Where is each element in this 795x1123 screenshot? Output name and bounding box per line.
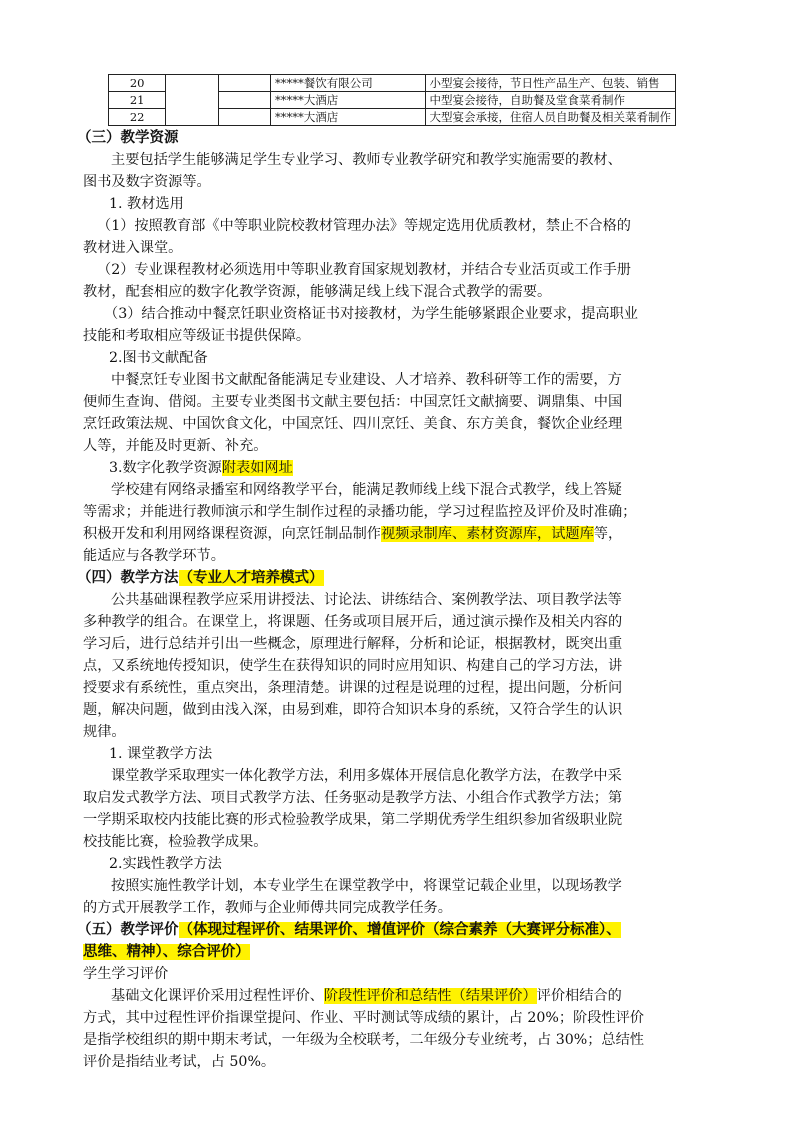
paragraph-line: （3）结合推动中餐烹饪职业资格证书对接教材，为学生能够紧跟企业要求，提高职业 <box>104 306 638 322</box>
paragraph-line <box>111 986 622 1008</box>
table-row <box>109 75 676 92</box>
paragraph-line: 学校建有网络录播室和网络教学平台，能满足教师线上线下混合式教学，线上答疑 <box>111 482 622 498</box>
paragraph-line: 公共基础课程教学应采用讲授法、讨论法、讲练结合、案例教学法、项目教学法等 <box>111 592 622 608</box>
paragraph-line: 校技能比赛，检验教学成果。 <box>83 834 268 850</box>
blank-cell <box>218 92 270 109</box>
row-number: 22 <box>109 109 166 126</box>
highlighted-heading-note: （专业人才培养模式） <box>178 570 324 586</box>
section-3-heading: （三）教学资源 <box>77 130 179 146</box>
paragraph-line: 学习后，进行总结并引出一些概念，原理进行解释，分析和论证，根据教材，既突出重 <box>83 636 623 652</box>
paragraph-line: 点，又系统地传授知识，使学生在获得知识的同时应用知识、构建自己的学习方法，讲 <box>83 658 623 674</box>
paragraph-line: 烹饪政策法规、中国饮食文化，中国烹饪、四川烹饪、美食、东方美食，餐饮企业经理 <box>83 416 623 432</box>
subheading-library-resources: 2.图书文献配备 <box>109 350 208 366</box>
paragraph-line: 授要求有系统性，重点突出，条理清楚。讲课的过程是说理的过程，提出问题，分析问 <box>83 680 623 696</box>
highlighted-text: 阶段性评价和总结性（结果评价） <box>323 988 537 1004</box>
blank-cell <box>218 75 270 92</box>
paragraph-line: 人等，并能及时更新、补充。 <box>83 438 268 454</box>
highlighted-note: 附表如网址 <box>221 460 293 476</box>
paragraph-line: 便师生查询、借阅。主要专业类图书文献主要包括：中国烹饪文献摘要、调鼎集、中国 <box>83 394 623 410</box>
highlighted-heading-note: 思维、精神）、综合评价） <box>83 944 250 960</box>
highlighted-text: 视频录制库、素材资源库，试题库 <box>380 526 594 542</box>
paragraph-line: 教材，配套相应的数字化教学资源，能够满足线上线下混合式教学的需要。 <box>83 284 552 300</box>
enterprise-function: 大型宴会承接，住宿人员自助餐及相关菜肴制作 <box>425 109 676 126</box>
paragraph-line: 一学期采取校内技能比赛的形式检验教学成果，第二学期优秀学生组织参加省级职业院 <box>83 812 623 828</box>
paragraph-line: 中餐烹饪专业图书文献配备能满足专业建设、人才培养、教科研等工作的需要，方 <box>111 372 622 388</box>
subheading-digital-resources <box>109 458 293 480</box>
text-run: 基础文化课评价采用过程性评价、 <box>111 988 324 1004</box>
highlighted-heading-note: （体现过程评价、结果评价、增值评价（综合素养（大赛评分标准）、 <box>178 922 621 938</box>
paragraph-line: （1）按照教育部《中等职业院校教材管理办法》等规定选用优质教材，禁止不合格的 <box>97 218 631 234</box>
paragraph-line: 教材进入课堂。 <box>83 240 183 256</box>
paragraph-line: 课堂教学采取理实一体化教学方法，利用多媒体开展信息化教学方法，在教学中采 <box>111 768 622 784</box>
heading-text: （四）教学方法 <box>77 570 179 586</box>
enterprise-function: 中型宴会接待，自助餐及堂食菜肴制作 <box>425 92 676 109</box>
subheading-practical-methods: 2.实践性教学方法 <box>109 856 222 872</box>
paragraph-line: 取启发式教学方法、项目式教学方法、任务驱动是教学方法、小组合作式教学方法；第 <box>83 790 623 806</box>
text-run: 积极开发和利用网络课程资源，向烹饪制品制作 <box>83 526 381 542</box>
paragraph-line: 题，解决问题，做到由浅入深，由易到难，即符合知识本身的系统，又符合学生的认识 <box>83 702 623 718</box>
subheading-student-evaluation: 学生学习评价 <box>83 966 169 982</box>
enterprise-function: 小型宴会接待，节日性产品生产、包装、销售 <box>425 75 676 92</box>
paragraph-line: 评价是指结业考试，占 50%。 <box>83 1054 276 1070</box>
paragraph-line: （2）专业课程教材必须选用中等职业教育国家规划教材，并结合专业活页或工作手册 <box>97 262 631 278</box>
section-5-heading <box>77 920 621 942</box>
section-5-heading-continued <box>83 942 250 964</box>
row-number: 21 <box>109 92 166 109</box>
paragraph-line: 图书及数字资源等。 <box>83 174 211 190</box>
subheading-text: 3.数字化教学资源 <box>109 460 222 476</box>
subheading-textbook-selection: 1. 教材选用 <box>109 196 184 212</box>
merged-blank-cell <box>166 75 218 126</box>
paragraph-line: 能适应与各教学环节。 <box>83 548 225 564</box>
text-run: 等， <box>593 526 623 542</box>
paragraph-line: 的方式开展教学工作，教师与企业师傅共同完成教学任务。 <box>83 900 452 916</box>
paragraph-line: 等需求；并能进行教师演示和学生制作过程的录播功能，学习过程监控及评价及时准确； <box>83 504 637 520</box>
paragraph-line: 技能和考取相应等级证书提供保障。 <box>83 328 311 344</box>
text-run: 评价相结合的 <box>536 988 622 1004</box>
paragraph-line <box>83 524 622 546</box>
row-number: 20 <box>109 75 166 92</box>
paragraph-line: 按照实施性教学计划，本专业学生在课堂教学中，将课堂记载企业里，以现场教学 <box>111 878 622 894</box>
paragraph-line: 方式，其中过程性评价指课堂提问、作业、平时测试等成绩的累计，占 20%；阶段性评价 <box>83 1010 644 1026</box>
enterprise-table <box>108 74 676 126</box>
blank-cell <box>218 109 270 126</box>
paragraph-line: 规律。 <box>83 724 126 740</box>
enterprise-name: *****大酒店 <box>271 109 426 126</box>
enterprise-name: *****大酒店 <box>271 92 426 109</box>
paragraph-line: 多种教学的组合。在课堂上，将课题、任务或项目展开后，通过演示操作及相关内容的 <box>83 614 623 630</box>
paragraph-line: 是指学校组织的期中期末考试，一年级为全校联考，二年级分专业统考，占 30%；总结性 <box>83 1032 644 1048</box>
subheading-classroom-methods: 1. 课堂教学方法 <box>109 746 213 762</box>
enterprise-name: *****餐饮有限公司 <box>271 75 426 92</box>
heading-text: （五）教学评价 <box>77 922 179 938</box>
paragraph-line: 主要包括学生能够满足学生专业学习、教师专业教学研究和教学实施需要的教材、 <box>111 152 622 168</box>
section-4-heading <box>77 568 324 590</box>
